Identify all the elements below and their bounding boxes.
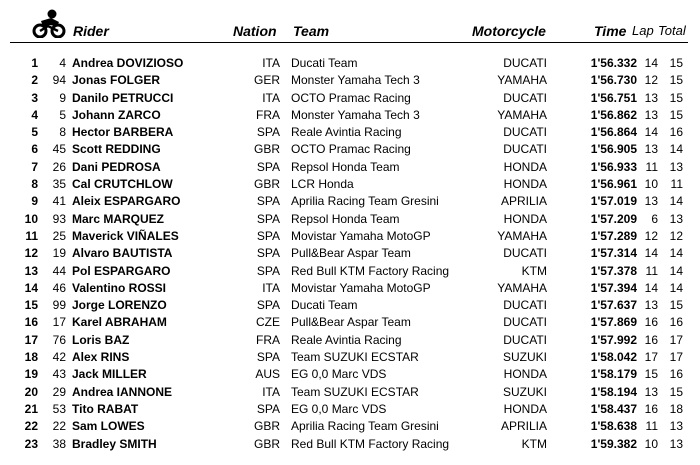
table-header <box>0 0 700 45</box>
motorcycle-rider-icon <box>32 8 66 38</box>
position-cell: 1 <box>31 56 38 70</box>
total-laps-cell: 15 <box>669 107 683 122</box>
nation-cell: GER <box>253 73 280 88</box>
rider-number-cell: 38 <box>52 436 66 451</box>
rider-number-cell: 25 <box>52 228 66 243</box>
motorcycle-cell: APRILIA <box>500 194 547 209</box>
table-row <box>0 193 700 210</box>
total-laps-cell: 13 <box>669 436 683 451</box>
position-cell: 21 <box>24 401 38 416</box>
lap-cell: 14 <box>644 125 658 140</box>
lap-cell: 13 <box>644 142 658 157</box>
motorcycle-cell: DUCATI <box>503 56 547 70</box>
motorcycle-cell: YAMAHA <box>497 280 547 295</box>
header-nation: Nation <box>233 23 277 39</box>
header-team: Team <box>293 23 330 39</box>
position-cell: 2 <box>31 73 38 88</box>
header-time: Time <box>594 23 627 39</box>
position-cell: 20 <box>24 384 38 399</box>
nation-cell: CZE <box>256 315 280 330</box>
table-row <box>0 141 700 158</box>
rider-name-cell: Jack MILLER <box>72 367 147 382</box>
team-cell: Reale Avintia Racing <box>291 125 402 140</box>
lap-time-cell: 1'56.332 <box>590 56 637 70</box>
lap-time-cell: 1'56.864 <box>590 125 637 140</box>
total-laps-cell: 16 <box>669 315 683 330</box>
nation-cell: SPA <box>256 298 280 313</box>
team-cell: LCR Honda <box>291 177 354 192</box>
rider-name-cell: Andrea DOVIZIOSO <box>72 56 184 70</box>
rider-number-cell: 22 <box>52 419 66 434</box>
table-row <box>0 263 700 280</box>
nation-cell: SPA <box>256 246 280 261</box>
lap-time-cell: 1'58.042 <box>590 350 637 365</box>
position-cell: 8 <box>31 177 38 192</box>
table-row <box>0 211 700 228</box>
lap-time-cell: 1'57.289 <box>590 228 637 243</box>
nation-cell: SPA <box>256 125 280 140</box>
rider-number-cell: 5 <box>59 107 66 122</box>
rider-name-cell: Bradley SMITH <box>72 436 157 451</box>
position-cell: 13 <box>24 263 38 278</box>
rider-number-cell: 17 <box>52 315 66 330</box>
table-row <box>0 418 700 435</box>
rider-name-cell: Andrea IANNONE <box>72 384 173 399</box>
motorcycle-cell: DUCATI <box>503 315 547 330</box>
position-cell: 19 <box>24 367 38 382</box>
lap-cell: 11 <box>645 159 658 174</box>
nation-cell: ITA <box>262 280 280 295</box>
table-row <box>0 124 700 141</box>
rider-name-cell: Dani PEDROSA <box>72 159 161 174</box>
lap-time-cell: 1'57.992 <box>590 332 637 347</box>
rider-number-cell: 8 <box>59 125 66 140</box>
lap-time-cell: 1'57.869 <box>590 315 637 330</box>
team-cell: Repsol Honda Team <box>291 159 400 174</box>
rider-name-cell: Karel ABRAHAM <box>72 315 167 330</box>
nation-cell: FRA <box>256 332 280 347</box>
table-row <box>0 436 700 453</box>
rider-number-cell: 76 <box>52 332 66 347</box>
total-laps-cell: 17 <box>669 332 683 347</box>
motorcycle-cell: APRILIA <box>500 419 547 434</box>
rider-number-cell: 45 <box>52 142 66 157</box>
team-cell: Ducati Team <box>291 298 358 313</box>
header-divider <box>10 42 688 43</box>
position-cell: 23 <box>24 436 38 451</box>
team-cell: Movistar Yamaha MotoGP <box>291 280 431 295</box>
position-cell: 9 <box>31 194 38 209</box>
position-cell: 22 <box>24 419 38 434</box>
lap-cell: 6 <box>651 211 658 226</box>
rider-number-cell: 9 <box>59 90 66 105</box>
lap-cell: 14 <box>644 246 658 261</box>
rider-number-cell: 44 <box>52 263 66 278</box>
lap-time-cell: 1'56.905 <box>590 142 637 157</box>
lap-cell: 10 <box>644 436 658 451</box>
lap-cell: 11 <box>645 419 658 434</box>
table-row <box>0 332 700 349</box>
rider-number-cell: 4 <box>59 56 66 70</box>
rider-name-cell: Alex RINS <box>72 350 130 365</box>
nation-cell: FRA <box>256 107 280 122</box>
team-cell: Red Bull KTM Factory Racing <box>291 263 450 278</box>
table-row <box>0 159 700 176</box>
total-laps-cell: 15 <box>669 384 683 399</box>
motorcycle-cell: HONDA <box>503 367 547 382</box>
lap-time-cell: 1'56.730 <box>590 73 637 88</box>
lap-time-cell: 1'57.394 <box>590 280 637 295</box>
motorcycle-cell: DUCATI <box>503 332 547 347</box>
motorcycle-cell: YAMAHA <box>497 228 547 243</box>
position-cell: 5 <box>31 125 38 140</box>
rider-number-cell: 29 <box>52 384 66 399</box>
total-laps-cell: 14 <box>669 280 683 295</box>
total-laps-cell: 13 <box>669 419 683 434</box>
lap-cell: 16 <box>644 332 658 347</box>
nation-cell: SPA <box>256 263 280 278</box>
lap-time-cell: 1'56.862 <box>590 107 637 122</box>
team-cell: Aprilia Racing Team Gresini <box>291 194 439 209</box>
lap-cell: 15 <box>644 367 658 382</box>
rider-number-cell: 43 <box>52 367 66 382</box>
motorcycle-cell: DUCATI <box>503 246 547 261</box>
lap-time-cell: 1'56.933 <box>590 159 637 174</box>
rider-name-cell: Sam LOWES <box>72 419 145 434</box>
lap-cell: 11 <box>645 263 658 278</box>
nation-cell: AUS <box>255 367 280 382</box>
position-cell: 15 <box>24 298 38 313</box>
total-laps-cell: 18 <box>669 401 683 416</box>
header-total: Total <box>658 23 686 38</box>
motorcycle-cell: KTM <box>521 436 547 451</box>
header-rider: Rider <box>73 23 109 39</box>
rider-number-cell: 99 <box>52 298 66 313</box>
lap-cell: 12 <box>644 73 658 88</box>
table-row <box>0 176 700 193</box>
table-row <box>0 314 700 331</box>
rider-name-cell: Aleix ESPARGARO <box>72 194 181 209</box>
total-laps-cell: 15 <box>669 73 683 88</box>
table-row <box>0 366 700 383</box>
motorcycle-cell: HONDA <box>503 401 547 416</box>
team-cell: EG 0,0 Marc VDS <box>291 401 387 416</box>
lap-time-cell: 1'59.382 <box>590 436 637 451</box>
rider-name-cell: Jonas FOLGER <box>72 73 161 88</box>
lap-cell: 14 <box>644 280 658 295</box>
lap-cell: 13 <box>644 90 658 105</box>
position-cell: 6 <box>31 142 38 157</box>
table-row <box>0 384 700 401</box>
rider-number-cell: 42 <box>52 350 66 365</box>
team-cell: Pull&Bear Aspar Team <box>291 315 411 330</box>
lap-cell: 13 <box>644 194 658 209</box>
rider-name-cell: Cal CRUTCHLOW <box>72 177 173 192</box>
lap-time-cell: 1'57.637 <box>590 298 637 313</box>
team-cell: EG 0,0 Marc VDS <box>291 367 387 382</box>
total-laps-cell: 14 <box>669 142 683 157</box>
motorcycle-cell: SUZUKI <box>502 350 547 365</box>
nation-cell: SPA <box>256 350 280 365</box>
rider-name-cell: Hector BARBERA <box>72 125 174 140</box>
header-motorcycle: Motorcycle <box>472 23 546 39</box>
rider-name-cell: Jorge LORENZO <box>72 298 167 313</box>
table-row <box>0 228 700 245</box>
table-row <box>0 280 700 297</box>
rider-number-cell: 26 <box>52 159 66 174</box>
rider-name-cell: Danilo PETRUCCI <box>72 90 174 105</box>
nation-cell: SPA <box>256 401 280 416</box>
lap-time-cell: 1'56.751 <box>590 90 637 105</box>
rider-number-cell: 41 <box>52 194 66 209</box>
team-cell: Monster Yamaha Tech 3 <box>291 107 420 122</box>
nation-cell: SPA <box>256 194 280 209</box>
rider-number-cell: 35 <box>52 177 66 192</box>
rider-name-cell: Scott REDDING <box>72 142 161 157</box>
position-cell: 3 <box>31 90 38 105</box>
rider-number-cell: 94 <box>52 73 66 88</box>
team-cell: Team SUZUKI ECSTAR <box>291 350 419 365</box>
total-laps-cell: 14 <box>669 263 683 278</box>
position-cell: 18 <box>24 350 38 365</box>
motorcycle-cell: DUCATI <box>503 90 547 105</box>
lap-time-cell: 1'57.209 <box>590 211 637 226</box>
table-row <box>0 297 700 314</box>
motorcycle-cell: KTM <box>521 263 547 278</box>
team-cell: Monster Yamaha Tech 3 <box>291 73 420 88</box>
motorcycle-cell: DUCATI <box>503 142 547 157</box>
lap-cell: 13 <box>644 298 658 313</box>
lap-cell: 12 <box>644 228 658 243</box>
lap-time-cell: 1'56.961 <box>590 177 637 192</box>
lap-cell: 13 <box>644 107 658 122</box>
nation-cell: SPA <box>256 159 280 174</box>
rider-name-cell: Alvaro BAUTISTA <box>72 246 173 261</box>
nation-cell: ITA <box>262 384 280 399</box>
total-laps-cell: 12 <box>669 228 683 243</box>
position-cell: 12 <box>24 246 38 261</box>
header-lap: Lap <box>632 23 654 38</box>
lap-time-cell: 1'57.314 <box>590 246 637 261</box>
table-row <box>0 72 700 89</box>
motorcycle-cell: YAMAHA <box>497 73 547 88</box>
total-laps-cell: 15 <box>669 90 683 105</box>
lap-cell: 13 <box>644 384 658 399</box>
nation-cell: GBR <box>253 142 280 157</box>
team-cell: Repsol Honda Team <box>291 211 400 226</box>
total-laps-cell: 16 <box>669 367 683 382</box>
lap-time-cell: 1'57.019 <box>590 194 637 209</box>
motorcycle-cell: DUCATI <box>503 298 547 313</box>
rider-name-cell: Maverick VIÑALES <box>72 228 179 243</box>
nation-cell: GBR <box>253 419 280 434</box>
position-cell: 14 <box>24 280 38 295</box>
table-row <box>0 349 700 366</box>
total-laps-cell: 17 <box>669 350 683 365</box>
team-cell: Team SUZUKI ECSTAR <box>291 384 419 399</box>
motorcycle-cell: HONDA <box>503 177 547 192</box>
team-cell: Aprilia Racing Team Gresini <box>291 419 439 434</box>
team-cell: Pull&Bear Aspar Team <box>291 246 411 261</box>
nation-cell: ITA <box>262 56 280 70</box>
motorcycle-cell: YAMAHA <box>497 107 547 122</box>
table-row <box>0 245 700 262</box>
position-cell: 7 <box>31 159 38 174</box>
results-table <box>0 55 700 453</box>
rider-name-cell: Valentino ROSSI <box>72 280 167 295</box>
lap-time-cell: 1'58.179 <box>590 367 637 382</box>
total-laps-cell: 13 <box>669 159 683 174</box>
lap-time-cell: 1'58.194 <box>590 384 637 399</box>
lap-time-cell: 1'58.638 <box>590 419 637 434</box>
nation-cell: GBR <box>253 177 280 192</box>
team-cell: Reale Avintia Racing <box>291 332 402 347</box>
lap-time-cell: 1'57.378 <box>590 263 637 278</box>
motorcycle-cell: SUZUKI <box>502 384 547 399</box>
total-laps-cell: 13 <box>669 211 683 226</box>
nation-cell: SPA <box>256 211 280 226</box>
motorcycle-cell: DUCATI <box>503 125 547 140</box>
table-row <box>0 401 700 418</box>
position-cell: 11 <box>25 228 38 243</box>
rider-number-cell: 53 <box>52 401 66 416</box>
motorcycle-cell: HONDA <box>503 159 547 174</box>
position-cell: 17 <box>24 332 38 347</box>
table-row <box>0 55 700 72</box>
lap-cell: 14 <box>644 56 658 70</box>
team-cell: Red Bull KTM Factory Racing <box>291 436 450 451</box>
total-laps-cell: 14 <box>669 194 683 209</box>
lap-cell: 17 <box>644 350 658 365</box>
team-cell: OCTO Pramac Racing <box>291 90 411 105</box>
rider-name-cell: Johann ZARCO <box>72 107 161 122</box>
nation-cell: ITA <box>262 90 280 105</box>
total-laps-cell: 15 <box>669 298 683 313</box>
nation-cell: GBR <box>253 436 280 451</box>
table-row <box>0 107 700 124</box>
rider-number-cell: 46 <box>52 280 66 295</box>
total-laps-cell: 11 <box>670 177 683 192</box>
lap-cell: 16 <box>644 315 658 330</box>
total-laps-cell: 14 <box>669 246 683 261</box>
table-row <box>0 90 700 107</box>
position-cell: 16 <box>24 315 38 330</box>
nation-cell: SPA <box>256 228 280 243</box>
lap-cell: 10 <box>644 177 658 192</box>
position-cell: 10 <box>24 211 38 226</box>
rider-name-cell: Loris BAZ <box>72 332 130 347</box>
total-laps-cell: 15 <box>669 56 683 70</box>
team-cell: Movistar Yamaha MotoGP <box>291 228 431 243</box>
lap-time-cell: 1'58.437 <box>590 401 637 416</box>
rider-name-cell: Pol ESPARGARO <box>72 263 171 278</box>
team-cell: Ducati Team <box>291 56 358 70</box>
team-cell: OCTO Pramac Racing <box>291 142 411 157</box>
rider-name-cell: Marc MARQUEZ <box>72 211 165 226</box>
motorcycle-cell: HONDA <box>503 211 547 226</box>
total-laps-cell: 16 <box>669 125 683 140</box>
position-cell: 4 <box>31 107 38 122</box>
rider-number-cell: 93 <box>52 211 66 226</box>
rider-number-cell: 19 <box>52 246 66 261</box>
rider-name-cell: Tito RABAT <box>72 401 139 416</box>
lap-cell: 16 <box>644 401 658 416</box>
